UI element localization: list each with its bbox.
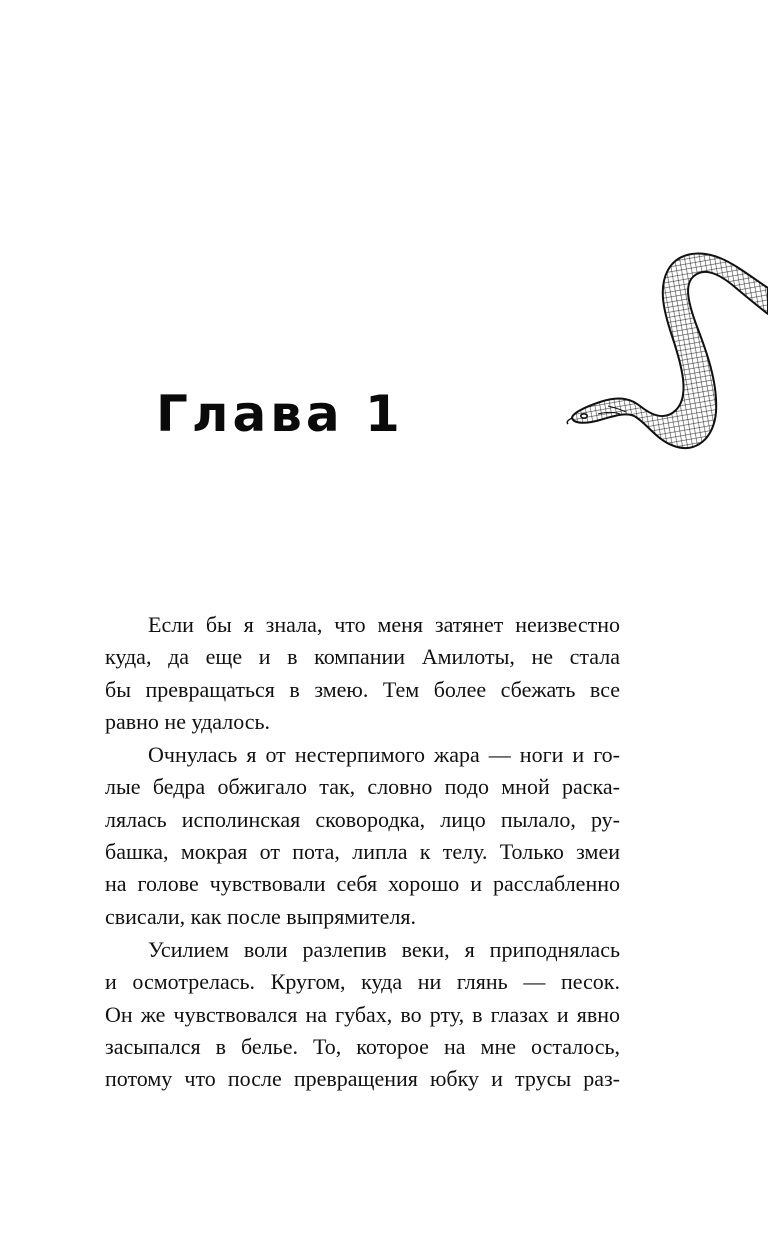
text-line: равно не удалось.	[105, 708, 271, 734]
snake-eye	[581, 414, 587, 418]
text-line: на голове чувствовали себя хорошо и расслабленно	[105, 871, 620, 897]
text-line: Он же чувствовался на губах, во рту, в глазах и явно	[105, 1001, 620, 1027]
text-line: башка, мокрая от пота, липла к телу. Только змеи	[105, 839, 620, 865]
text-line: куда, да еще и в компании Амилоты, не стала	[105, 644, 620, 670]
text-line: Усилием воли разлепив веки, я приподнялась	[148, 936, 620, 962]
paragraph-2	[105, 739, 620, 933]
text-line: засыпался в белье. То, которое на мне осталось,	[105, 1033, 620, 1059]
text-line: потому что после превращения юбку и трусы раз-	[105, 1066, 620, 1092]
text-line: лялась исполинская сковородка, лицо пылало, ру-	[105, 806, 620, 832]
snake-illustration-icon	[560, 236, 768, 454]
paragraph-1	[105, 609, 620, 738]
paragraph-3	[105, 934, 620, 1095]
text-line: Очнулась я от нестерпимого жара — ноги и го-	[148, 742, 620, 768]
text-line: Если бы я знала, что меня затянет неизвестно	[148, 612, 620, 637]
text-line: свисали, как после выпрямителя.	[105, 903, 417, 929]
text-line: лые бедра обжигало так, словно подо мной раска-	[105, 774, 620, 800]
chapter-title: Глава 1	[156, 385, 404, 443]
text-line: бы превращаться в змею. Тем более сбежать все	[105, 676, 620, 702]
chapter-body	[105, 609, 620, 1095]
text-line: и осмотрелась. Кругом, куда ни глянь — песок.	[105, 969, 620, 995]
